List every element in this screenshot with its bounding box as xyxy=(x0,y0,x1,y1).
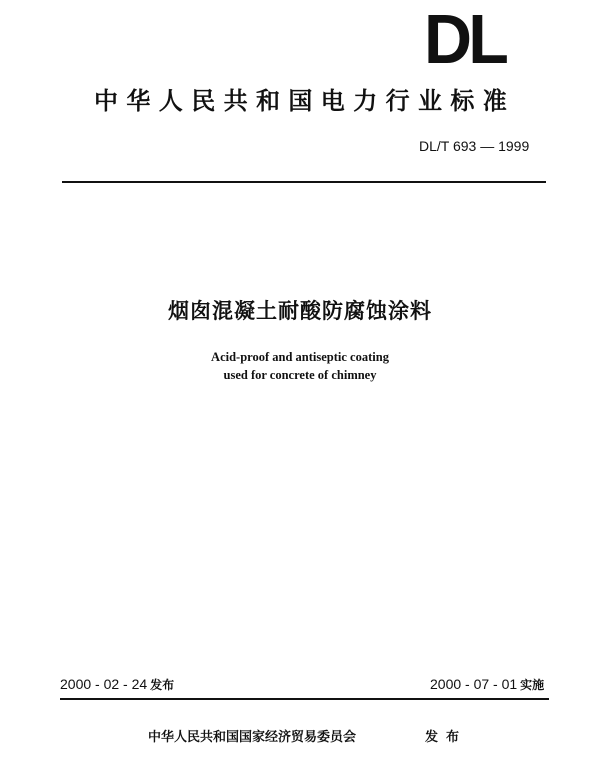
publisher-action: 发布 xyxy=(425,730,468,745)
org-title: 中华人民共和国电力行业标准 xyxy=(94,87,516,115)
document-title-english xyxy=(150,348,450,384)
english-title-line-1: Acid-proof and antiseptic coating xyxy=(211,350,389,364)
implement-date-block xyxy=(430,675,544,694)
dl-logo: DL xyxy=(424,0,506,78)
english-title-line-2: used for concrete of chimney xyxy=(223,368,377,382)
issue-date: 2000 - 02 - 24 xyxy=(60,676,148,692)
document-title-chinese: 烟囱混凝土耐酸防腐蚀涂料 xyxy=(168,299,432,323)
issue-date-block xyxy=(60,675,174,694)
standard-number: DL/T 693 — 1999 xyxy=(419,138,530,154)
footer-divider xyxy=(60,698,549,700)
issue-label: 发布 xyxy=(150,678,175,692)
header-divider xyxy=(62,181,546,183)
implement-label: 实施 xyxy=(520,678,545,692)
implement-date: 2000 - 07 - 01 xyxy=(430,676,518,692)
publisher: 中华人民共和国国家经济贸易委员会 xyxy=(148,730,357,745)
